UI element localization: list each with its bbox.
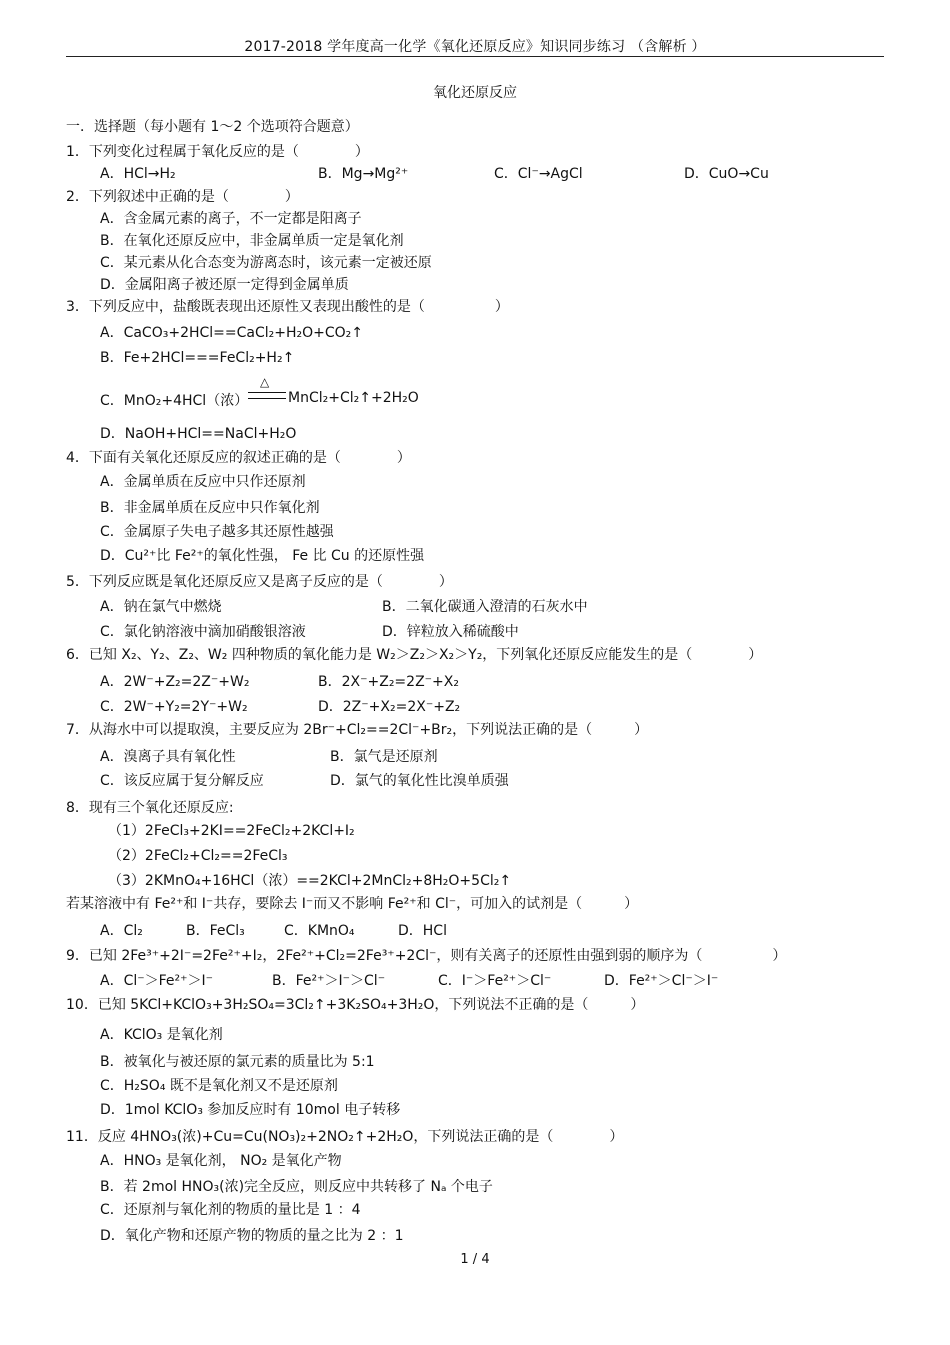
q8-reaction-1: （1）2FeCl₃+2KI==2FeCl₂+2KCl+I₂ <box>108 823 355 839</box>
q2-option-b: B．在氧化还原反应中，非金属单质一定是氧化剂 <box>100 233 404 249</box>
q9-option-c: C．I⁻＞Fe²⁺＞Cl⁻ <box>438 973 552 989</box>
header-rule <box>66 56 884 57</box>
q8-option-b: B．FeCl₃ <box>186 923 245 939</box>
q2-option-a: A．含金属元素的离子，不一定都是阳离子 <box>100 211 362 227</box>
q8-reaction-3: （3）2KMnO₄+16HCl（浓）==2KCl+2MnCl₂+8H₂O+5Cl₂↑ <box>108 873 512 889</box>
q6-option-b: B．2X⁻+Z₂=2Z⁻+X₂ <box>318 674 459 690</box>
q6-option-a: A．2W⁻+Z₂=2Z⁻+W₂ <box>100 674 250 690</box>
q5-option-d: D．锌粒放入稀硫酸中 <box>382 624 519 640</box>
q11-option-d: D．氧化产物和还原产物的物质的量之比为 2 ：1 <box>100 1228 404 1244</box>
q8-option-a: A．Cl₂ <box>100 923 143 939</box>
question-4-stem: 4．下面有关氧化还原反应的叙述正确的是（ ） <box>66 450 411 466</box>
q1-option-a: A．HCl→H₂ <box>100 166 176 182</box>
q7-option-b: B．氯气是还原剂 <box>330 749 438 765</box>
q5-option-a: A．钠在氯气中燃烧 <box>100 599 222 615</box>
q2-option-d: D．金属阳离子被还原一定得到金属单质 <box>100 277 349 293</box>
q3-option-b: B．Fe+2HCl===FeCl₂+H₂↑ <box>100 350 295 366</box>
q3-option-d: D．NaOH+HCl==NaCl+H₂O <box>100 426 297 442</box>
question-7-stem: 7．从海水中可以提取溴，主要反应为 2Br⁻+Cl₂==2Cl⁻+Br₂，下列说法正确的是（ ） <box>66 722 649 738</box>
section-heading: 一．选择题（每小题有 1～2 个选项符合题意） <box>66 119 359 135</box>
q2-option-c: C．某元素从化合态变为游离态时，该元素一定被还原 <box>100 255 432 271</box>
page-number: 1 / 4 <box>460 1252 490 1267</box>
q7-option-d: D．氯气的氧化性比溴单质强 <box>330 773 509 789</box>
q8-option-d: D．HCl <box>398 923 447 939</box>
q8-option-c: C．KMnO₄ <box>284 923 355 939</box>
q9-option-a: A．Cl⁻＞Fe²⁺＞I⁻ <box>100 973 214 989</box>
question-9-stem: 9．已知 2Fe³⁺+2I⁻=2Fe²⁺+I₂，2Fe²⁺+Cl₂=2Fe³⁺+2Cl⁻，则有关离子的还原性由强到弱的顺序为（ ） <box>66 948 787 964</box>
q1-option-c: C．Cl⁻→AgCl <box>494 166 583 182</box>
q10-option-d: D．1mol KClO₃ 参加反应时有 10mol 电子转移 <box>100 1102 401 1118</box>
q3-option-c: C．MnO₂+4HCl（浓） <box>100 393 249 409</box>
q10-option-b: B．被氧化与被还原的氯元素的质量比为 5:1 <box>100 1054 375 1070</box>
q4-option-a: A．金属单质在反应中只作还原剂 <box>100 474 306 490</box>
question-2-stem: 2．下列叙述中正确的是（ ） <box>66 189 299 205</box>
q7-option-c: C．该反应属于复分解反应 <box>100 773 264 789</box>
q8-prompt: 若某溶液中有 Fe²⁺和 I⁻共存，要除去 I⁻而又不影响 Fe²⁺和 Cl⁻，可加入的试剂是（ ） <box>66 896 639 912</box>
q5-option-c: C．氯化钠溶液中滴加硝酸银溶液 <box>100 624 306 640</box>
q1-option-b: B．Mg→Mg²⁺ <box>318 166 409 182</box>
q4-option-c: C．金属原子失电子越多其还原性越强 <box>100 524 334 540</box>
document-title: 氧化还原反应 <box>433 85 517 101</box>
question-3-stem: 3．下列反应中，盐酸既表现出还原性又表现出酸性的是（ ） <box>66 299 509 315</box>
q4-option-b: B．非金属单质在反应中只作氧化剂 <box>100 500 320 516</box>
q6-option-d: D．2Z⁻+X₂=2X⁻+Z₂ <box>318 699 461 715</box>
q10-option-a: A．KClO₃ 是氧化剂 <box>100 1027 223 1043</box>
question-8-stem: 8．现有三个氧化还原反应: <box>66 800 234 816</box>
q11-option-c: C．还原剂与氧化剂的物质的量比是 1 ：4 <box>100 1202 361 1218</box>
question-10-stem: 10．已知 5KCl+KClO₃+3H₂SO₄=3Cl₂↑+3K₂SO₄+3H₂O，下列说法不正确的是（ ） <box>66 997 645 1013</box>
heating-condition-symbol: △ <box>260 375 270 389</box>
question-6-stem: 6．已知 X₂、Y₂、Z₂、W₂ 四种物质的氧化能力是 W₂＞Z₂＞X₂＞Y₂，下列氧化还原反应能发生的是（ ） <box>66 647 763 663</box>
q11-option-b: B．若 2mol HNO₃(浓)完全反应，则反应中共转移了 Nₐ 个电子 <box>100 1179 493 1195</box>
question-1-stem: 1．下列变化过程属于氧化反应的是（ ） <box>66 144 369 160</box>
question-5-stem: 5．下列反应既是氧化还原反应又是离子反应的是（ ） <box>66 574 453 590</box>
q9-option-b: B．Fe²⁺＞I⁻＞Cl⁻ <box>272 973 386 989</box>
reaction-equals-sign <box>248 392 286 399</box>
page-header: 2017-2018 学年度高一化学《氧化还原反应》知识同步练习 （含解析 ） <box>244 39 706 55</box>
q11-option-a: A．HNO₃ 是氧化剂， NO₂ 是氧化产物 <box>100 1153 342 1169</box>
q1-option-d: D．CuO→Cu <box>684 166 769 182</box>
q3-option-c-products: MnCl₂+Cl₂↑+2H₂O <box>288 390 419 406</box>
q10-option-c: C．H₂SO₄ 既不是氧化剂又不是还原剂 <box>100 1078 338 1094</box>
question-11-stem: 11．反应 4HNO₃(浓)+Cu=Cu(NO₃)₂+2NO₂↑+2H₂O，下列说法正确的是（ ） <box>66 1129 624 1145</box>
q5-option-b: B．二氧化碳通入澄清的石灰水中 <box>382 599 588 615</box>
q9-option-d: D．Fe²⁺＞Cl⁻＞I⁻ <box>604 973 719 989</box>
q6-option-c: C．2W⁻+Y₂=2Y⁻+W₂ <box>100 699 248 715</box>
q3-option-a: A．CaCO₃+2HCl==CaCl₂+H₂O+CO₂↑ <box>100 325 364 341</box>
q8-reaction-2: （2）2FeCl₂+Cl₂==2FeCl₃ <box>108 848 288 864</box>
q4-option-d: D．Cu²⁺比 Fe²⁺的氧化性强， Fe 比 Cu 的还原性强 <box>100 548 425 564</box>
q7-option-a: A．溴离子具有氧化性 <box>100 749 236 765</box>
